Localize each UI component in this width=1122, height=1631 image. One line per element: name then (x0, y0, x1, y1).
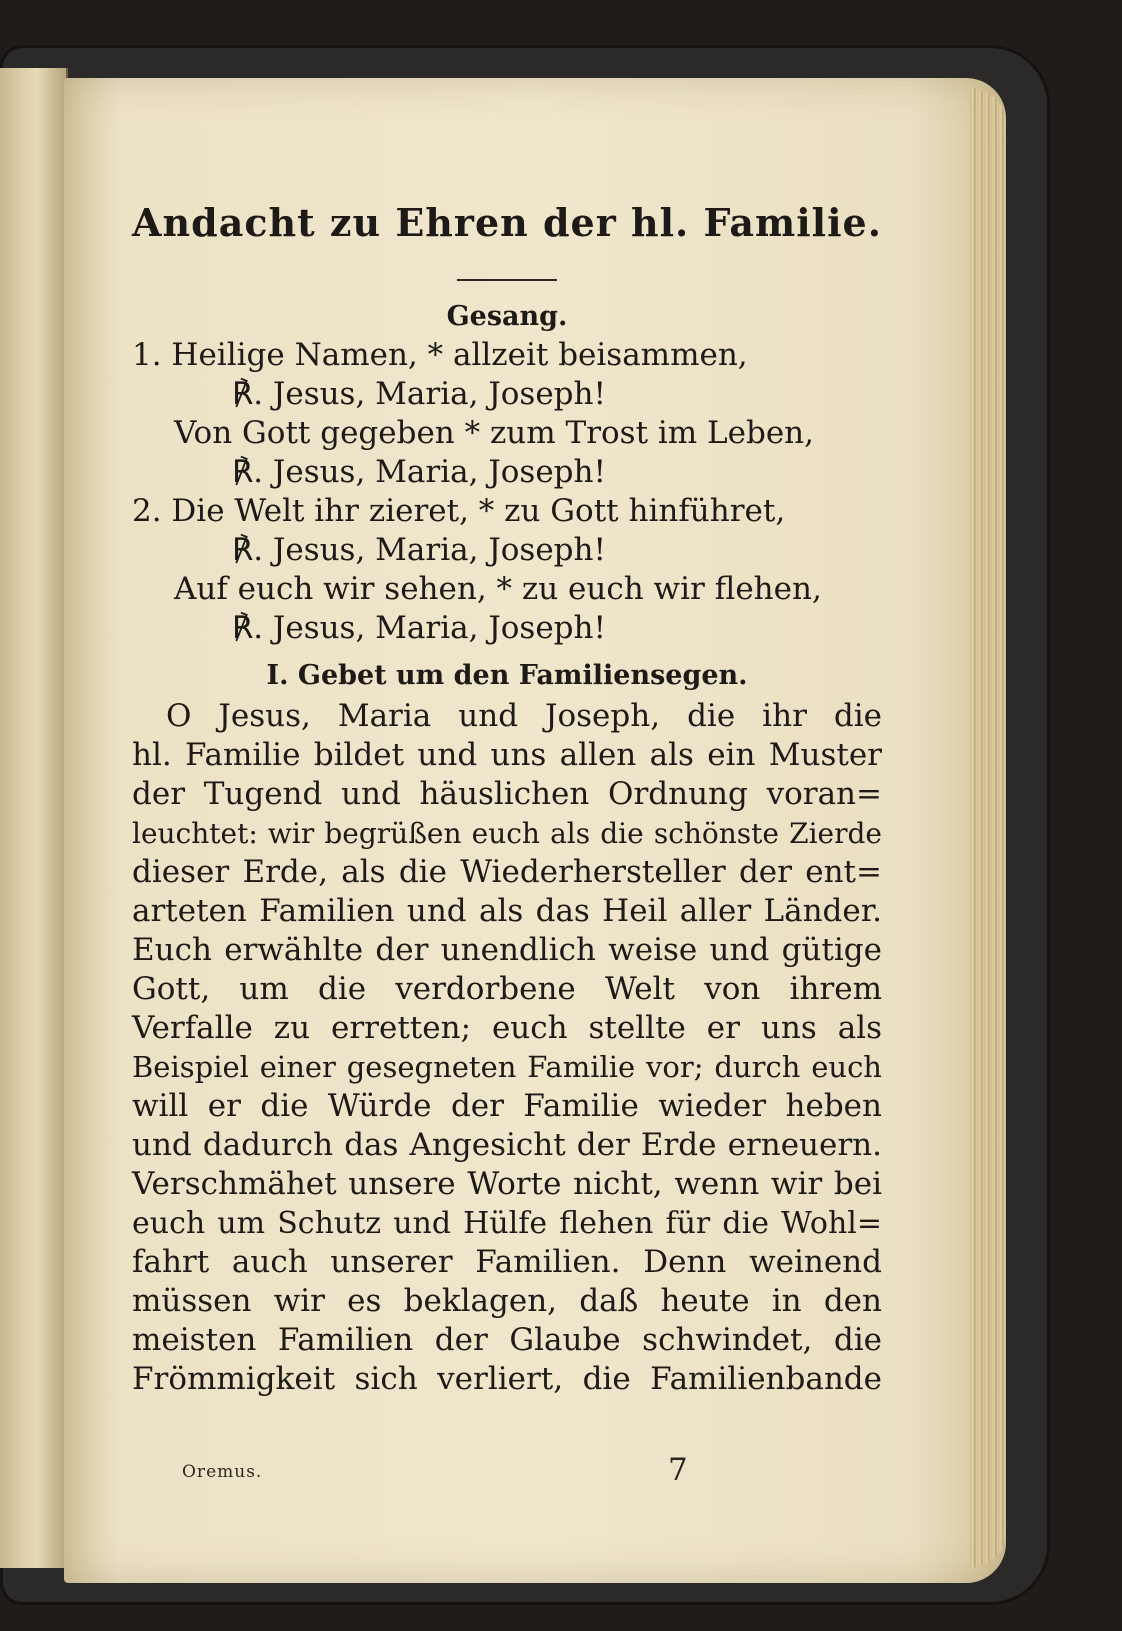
prayer-line: Verschmähet unsere Worte nicht, wenn wir bei (132, 1166, 882, 1202)
hymn-response: ℟. Jesus, Maria, Joseph! (232, 376, 606, 412)
footer-signature: Oremus. (182, 1462, 263, 1482)
prayer-line: Beispiel einer gesegneten Familie vor; durch euch (132, 1050, 882, 1084)
prayer-line: Euch erwählte der unendlich weise und gütige (132, 932, 882, 968)
prayer-body (132, 697, 882, 1399)
prayer-line: müssen wir es beklagen, daß heute in den (132, 1283, 882, 1319)
hymn-line: Von Gott gegeben * zum Trost im Leben, (174, 415, 814, 451)
prayer-line: euch um Schutz und Hülfe flehen für die Wohl= (132, 1206, 882, 1241)
prayer-line: Verfalle zu erretten; euch stellte er uns als (132, 1010, 882, 1046)
left-page-edge (0, 68, 68, 1568)
prayer-line: meisten Familien der Glaube schwindet, die (132, 1322, 882, 1358)
hymn-line: 1. Heilige Namen, * allzeit beisammen, (132, 337, 748, 373)
prayer-line: dieser Erde, als die Wiederhersteller der ent= (132, 854, 882, 890)
hymn-response: ℟. Jesus, Maria, Joseph! (232, 532, 606, 568)
hymn (132, 336, 882, 648)
hymn-line: 2. Die Welt ihr zieret, * zu Gott hinführet, (132, 493, 786, 529)
title-divider (457, 279, 557, 281)
prayer-line: leuchtet: wir begrüßen euch als die schönste Zierde (132, 817, 882, 850)
page-text (132, 200, 882, 1399)
page-number: 7 (668, 1452, 688, 1488)
hymn-response: ℟. Jesus, Maria, Joseph! (232, 454, 606, 490)
song-heading: Gesang. (446, 301, 568, 332)
prayer-line: Gott, um die verdorbene Welt von ihrem (132, 971, 882, 1007)
prayer-heading: I. Gebet um den Familiensegen. (266, 660, 748, 691)
prayer-line: Frömmigkeit sich verliert, die Familienbande (132, 1361, 882, 1397)
hymn-response: ℟. Jesus, Maria, Joseph! (232, 610, 606, 646)
prayer-line: will er die Würde der Familie wieder heben (132, 1088, 882, 1124)
prayer-line: hl. Familie bildet und uns allen als ein Muster (132, 737, 882, 773)
prayer-line: arteten Familien und als das Heil aller Länder. (132, 893, 882, 929)
prayer-line: O Jesus, Maria und Joseph, die ihr die (166, 698, 882, 734)
page-stack-edge (970, 88, 1006, 1568)
prayer-line: fahrt auch unserer Familien. Denn weinend (132, 1244, 882, 1280)
prayer-line: und dadurch das Angesicht der Erde erneuern. (132, 1127, 882, 1163)
hymn-line: Auf euch wir sehen, * zu euch wir flehen, (174, 571, 822, 607)
page-title: Andacht zu Ehren der hl. Familie. (132, 200, 882, 245)
prayer-line: der Tugend und häuslichen Ordnung voran= (132, 776, 882, 812)
